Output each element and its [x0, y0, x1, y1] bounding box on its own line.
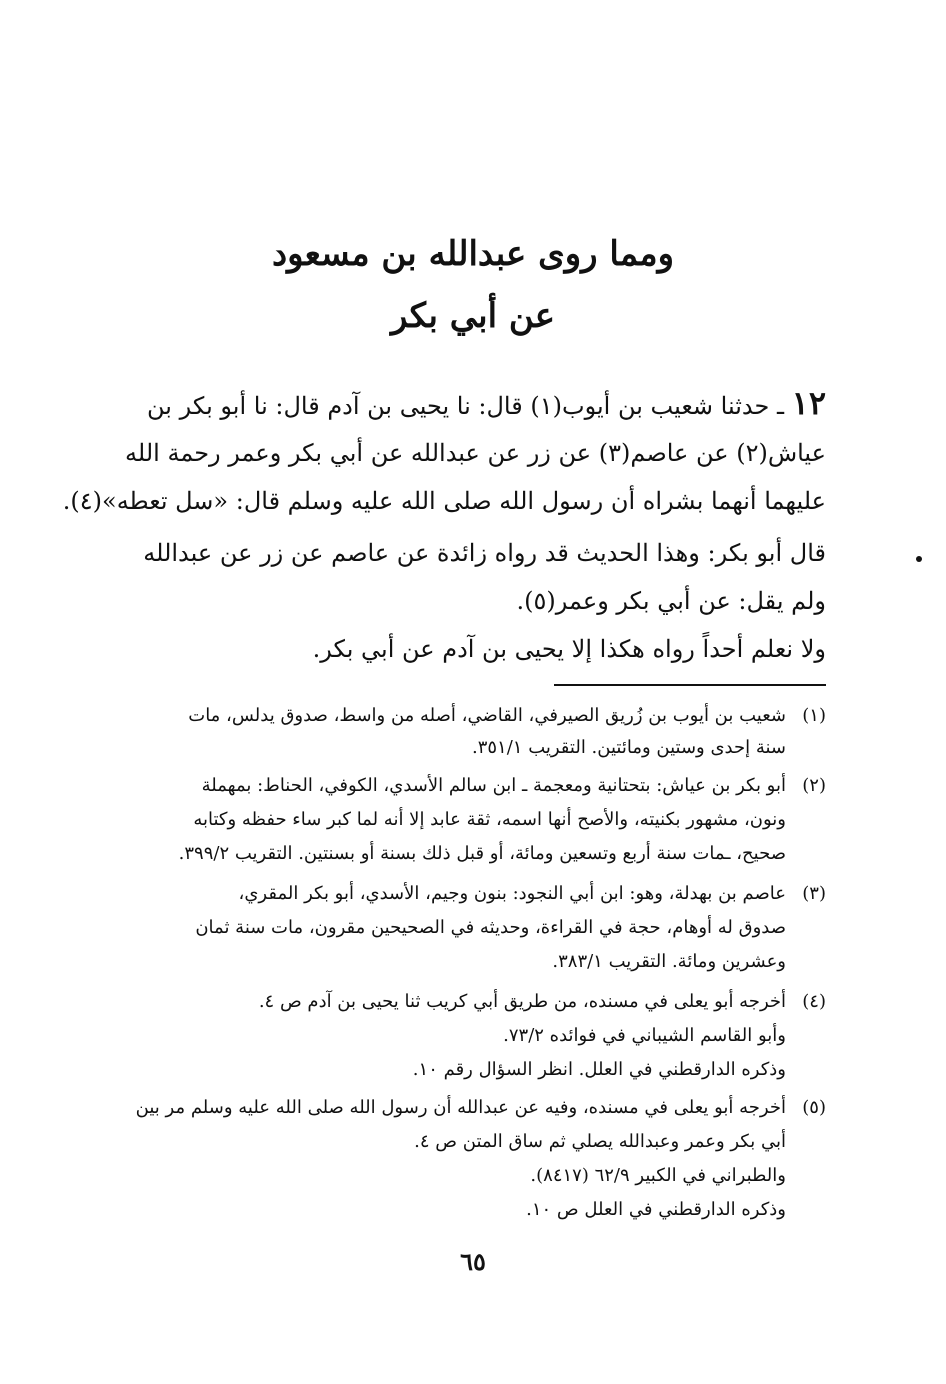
- footnote-1-line-1: شعيب بن أيوب بن زُريق الصيرفي، القاضي، أصله من واسط، صدوق يدلس، مات: [188, 705, 786, 726]
- hadith-line-1: [118, 378, 826, 431]
- footnote-4-line-3: وذكره الدارقطني في العلل. انظر السؤال رقم ١٠.: [412, 1059, 786, 1080]
- footnote-1-line-2: سنة إحدى وستين ومائتين. التقريب ٣٥١/١.: [471, 737, 786, 758]
- margin-dot: [916, 556, 922, 562]
- chapter-heading-line-1: ومما روى عبدالله بن مسعود: [271, 234, 675, 274]
- footnote-1-number: (١): [802, 705, 826, 726]
- page-number: ٦٥: [460, 1247, 486, 1276]
- footnote-4-line-1: أخرجه أبو يعلى في مسنده، من طريق أبي كريب ثنا يحيى بن آدم ص ٤.: [258, 991, 786, 1012]
- comment-line-3: ولا نعلم أحداً رواه هكذا إلا يحيى بن آدم عن أبي بكر.: [312, 635, 826, 663]
- footnote-2-line-3: صحيح، ـمات سنة أربع وتسعين ومائة، أو قبل ذلك بسنة أو بسنتين. التقريب ٣٩٩/٢.: [178, 843, 786, 864]
- footnote-3-line-2: صدوق له أوهام، حجة في القراءة، وحديثه في الصحيحين مقرون، مات سنة ثمان: [195, 917, 786, 938]
- footnote-5-line-3: والطبراني في الكبير ٦٢/٩ (٨٤١٧).: [530, 1165, 786, 1186]
- footnote-separator: [554, 684, 826, 686]
- footnote-2-number: (٢): [802, 775, 826, 796]
- footnote-3-number: (٣): [802, 883, 826, 904]
- footnote-2-line-1: أبو بكر بن عياش: بتحتانية ومعجمة ـ ابن سالم الأسدي، الكوفي، الحناط: بمهملة: [201, 775, 786, 796]
- hadith-text-line-3: عليهما أنهما بشراه أن رسول الله صلى الله عليه وسلم قال: «سل تعطه»(٤).: [62, 487, 826, 515]
- hadith-number: ١٢: [791, 384, 826, 422]
- footnote-4-line-2: وأبو القاسم الشيباني في فوائده ٧٣/٢.: [503, 1025, 786, 1046]
- footnote-3-line-3: وعشرين ومائة. التقريب ٣٨٣/١.: [552, 951, 786, 972]
- hadith-text-line-1: ـ حدثنا شعيب بن أيوب(١) قال: نا يحيى بن آدم قال: نا أبو بكر بن: [147, 392, 784, 420]
- footnote-5-line-2: أبي بكر وعمر وعبدالله يصلي ثم ساق المتن ص ٤.: [414, 1131, 786, 1152]
- footnote-5-line-4: وذكره الدارقطني في العلل ص ١٠.: [526, 1199, 786, 1220]
- hadith-text-line-2: عياش(٢) عن عاصم(٣) عن زر عن عبدالله عن أبي بكر وعمر رحمة الله: [125, 439, 826, 467]
- footnote-3-line-1: عاصم بن بهدلة، وهو: ابن أبي النجود: بنون وجيم، الأسدي، أبو بكر المقري،: [238, 883, 786, 904]
- footnote-5-number: (٥): [802, 1097, 826, 1118]
- footnote-2-line-2: ونون، مشهور بكنيته، والأصح أنها اسمه، ثقة عابد إلا أنه لما كبر ساء حفظه وكتابه: [193, 809, 786, 830]
- footnote-5-line-1: أخرجه أبو يعلى في مسنده، وفيه عن عبدالله أن رسول الله صلى الله عليه وسلم مر بين: [135, 1097, 786, 1118]
- footnote-4-number: (٤): [802, 991, 826, 1012]
- comment-line-1: قال أبو بكر: وهذا الحديث قد رواه زائدة عن عاصم عن زر عن عبدالله: [143, 539, 826, 567]
- comment-line-2: ولم يقل: عن أبي بكر وعمر(٥).: [516, 587, 826, 615]
- chapter-heading-line-2: عن أبي بكر: [390, 296, 556, 336]
